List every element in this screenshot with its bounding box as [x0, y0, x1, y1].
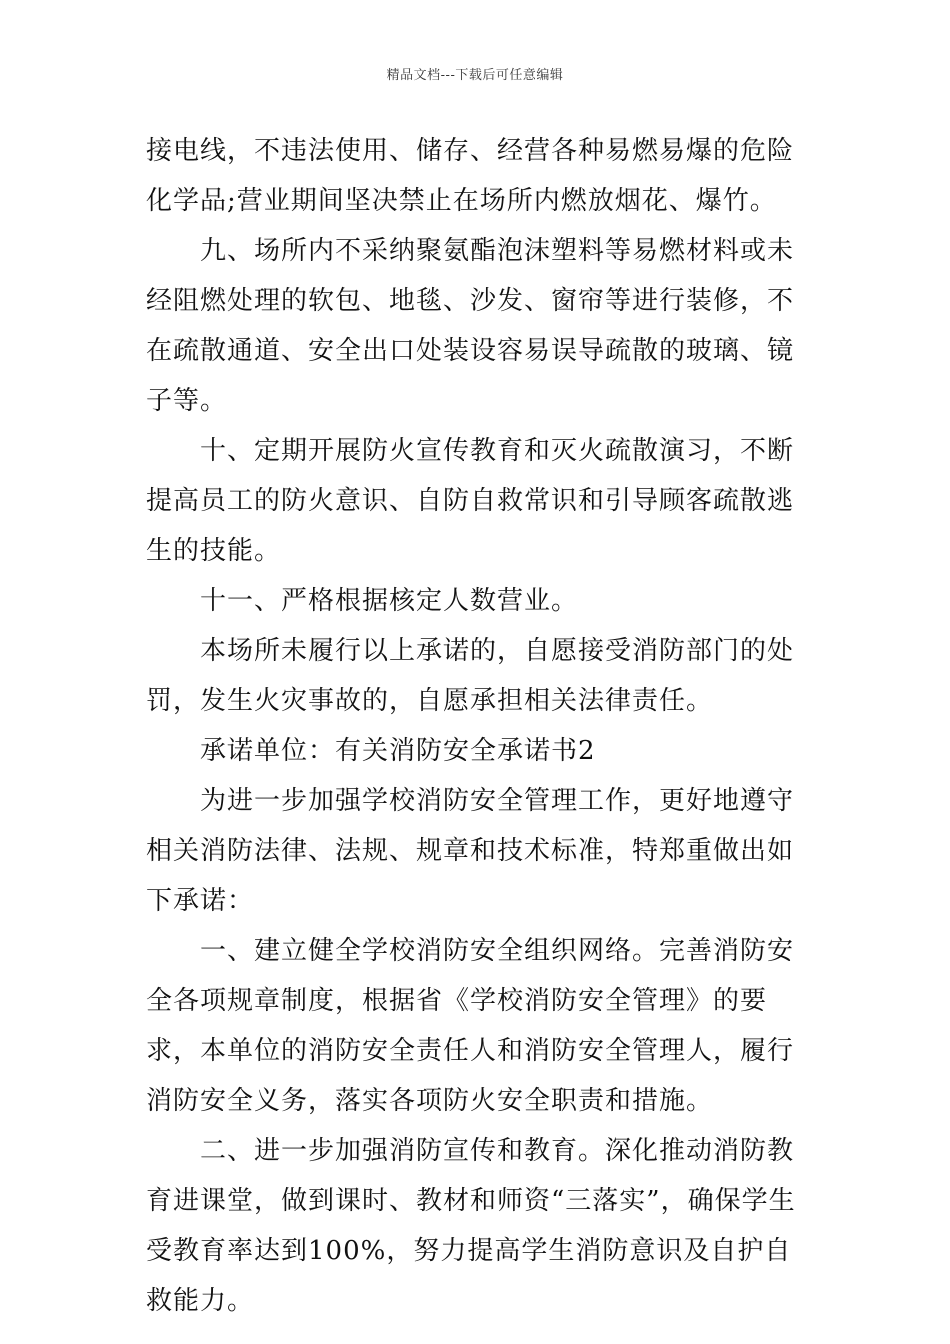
paragraph-intro: 为进一步加强学校消防安全管理工作，更好地遵守相关消防法律、法规、规章和技术标准，特郑重做出如下承诺： [146, 786, 795, 916]
paragraph-continuation: 接电线，不违法使用、储存、经营各种易燃易爆的危险化学品;营业期间坚决禁止在场所内燃放烟花、爆竹。 [146, 136, 795, 216]
document-body [146, 126, 816, 1326]
paragraph-committing-unit: 承诺单位：有关消防安全承诺书2 [200, 736, 596, 766]
paragraph-item-11: 十一、严格根据核定人数营业。 [200, 586, 579, 616]
paragraph-item-1: 一、建立健全学校消防安全组织网络。完善消防安全各项规章制度，根据省《学校消防安全管理》的要求，本单位的消防安全责任人和消防安全管理人，履行消防安全义务，落实各项防火安全职责和措施。 [146, 936, 795, 1116]
paragraph-item-10: 十、定期开展防火宣传教育和灭火疏散演习，不断提高员工的防火意识、自防自救常识和引导顾客疏散逃生的技能。 [146, 436, 795, 566]
paragraph-liability: 本场所未履行以上承诺的，自愿接受消防部门的处罚，发生火灾事故的，自愿承担相关法律责任。 [146, 636, 795, 716]
paragraph-item-2: 二、进一步加强消防宣传和教育。深化推动消防教育进课堂，做到课时、教材和师资“三落实”，确保学生受教育率达到100%，努力提高学生消防意识及自护自救能力。 [146, 1136, 796, 1316]
paragraph-item-9: 九、场所内不采纳聚氨酯泡沫塑料等易燃材料或未经阻燃处理的软包、地毯、沙发、窗帘等进行装修，不在疏散通道、安全出口处装设容易误导疏散的玻璃、镜子等。 [146, 236, 795, 416]
page-header: 精品文档---下载后可任意编辑 [386, 68, 564, 83]
